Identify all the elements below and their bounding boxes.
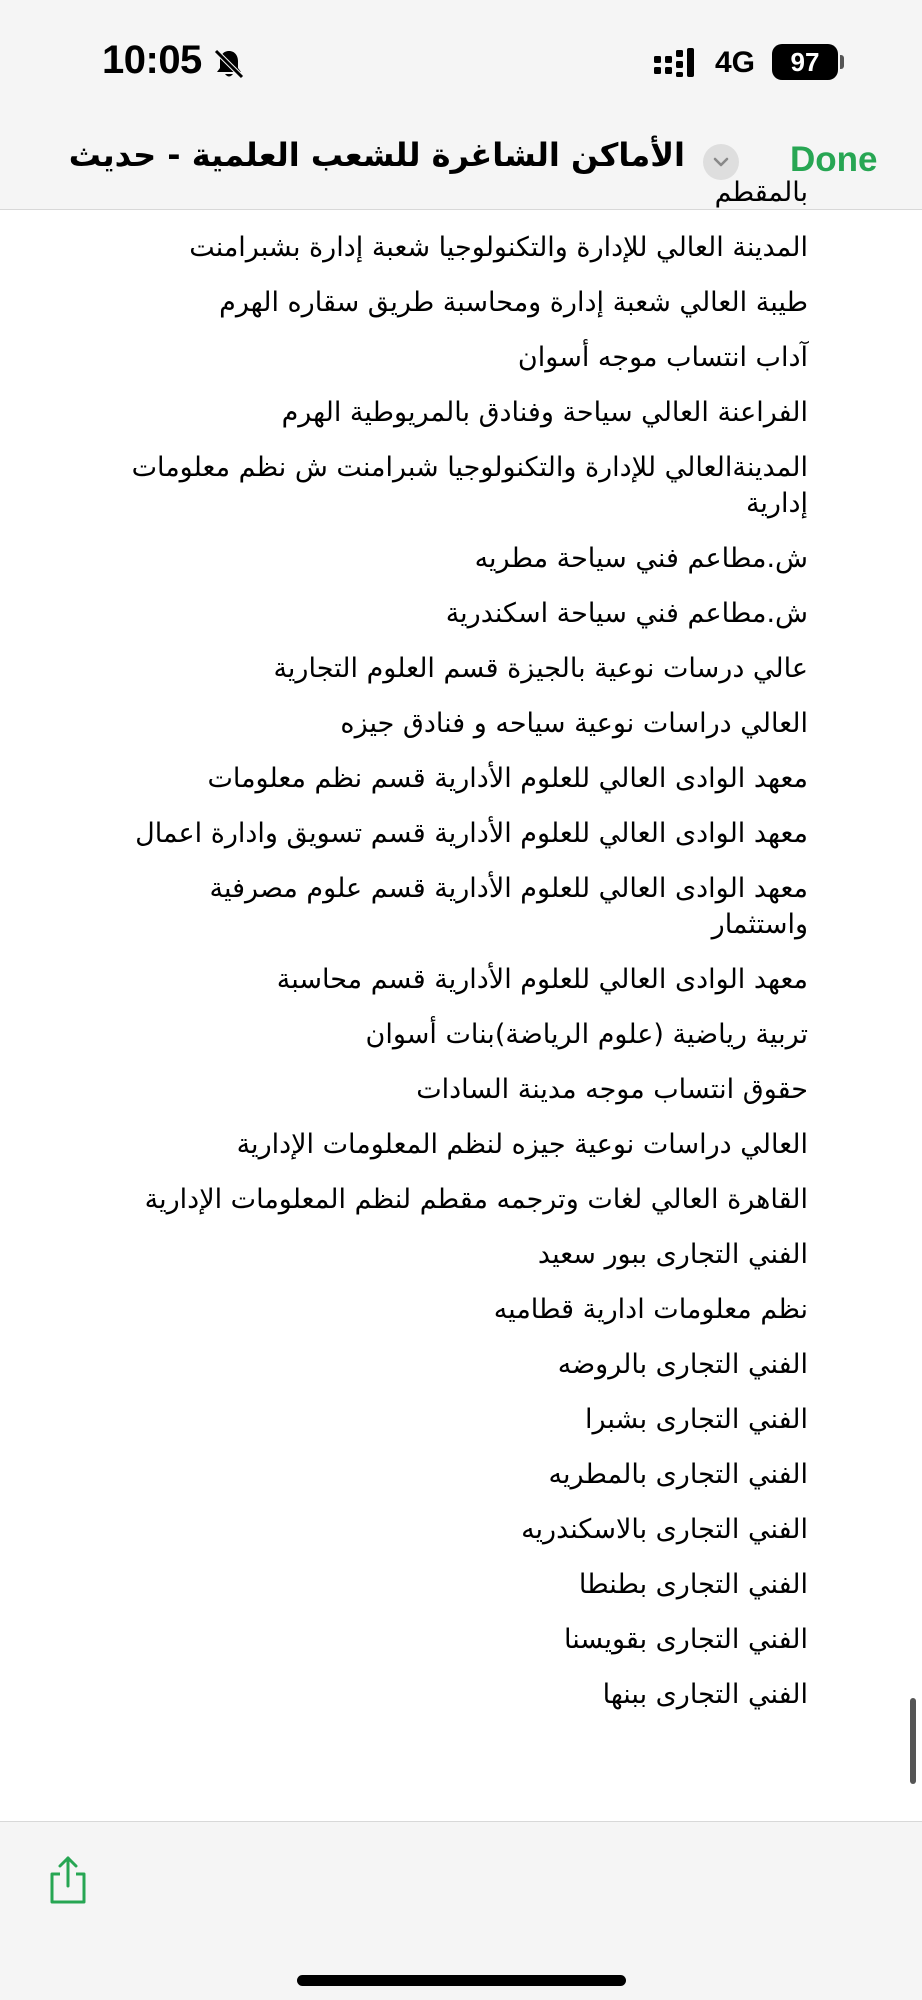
document-line: الفني التجارى بقويسنا [563,1624,808,1655]
document-line: العالي دراسات نوعية جيزه لنظم المعلومات الإدارية [236,1129,808,1160]
document-line: الفني التجارى بالروضه [557,1349,808,1380]
document-line: الفني التجارى بطنطا [578,1569,808,1600]
document-line: الفني التجارى بشبرا [584,1404,808,1435]
document-line: نظم معلومات ادارية قطاميه [493,1294,808,1325]
battery-cap [840,55,844,69]
chevron-down-icon [712,154,730,170]
document-line: الفني التجارى ببور سعيد [537,1239,808,1270]
document-line: الفني التجارى ببنها [602,1679,808,1710]
document-line: معهد الوادى العالي للعلوم الأدارية قسم نظم معلومات [207,763,808,794]
document-line: الفني التجارى بالمطريه [548,1459,808,1490]
document-line: طيبة العالي شعبة إدارة ومحاسبة طريق سقاره الهرم [219,287,808,318]
document-line: معهد الوادى العالي للعلوم الأدارية قسم محاسبة [276,964,808,995]
document-text [108,175,808,1732]
document-line: القاهرة العالي لغات وترجمه مقطم لنظم المعلومات الإدارية [144,1184,808,1215]
document-line: المدينة العالي للإدارة والتكنولوجيا شعبة إدارة بشبرامنت [189,232,808,263]
status-bar [0,0,922,110]
battery-icon: 97 [772,44,838,80]
document-line: العالي دراسات نوعية سياحه و فنادق جيزه [340,708,808,739]
document-line: الفني التجارى بالاسكندريه [521,1514,808,1545]
status-time: 10:05 [102,38,202,82]
document-line: بالمقطم [714,177,808,208]
network-type: 4G [715,46,756,79]
share-icon[interactable] [46,1854,90,1906]
document-line: تربية رياضية (علوم الرياضة)بنات أسوان [365,1019,808,1050]
done-button[interactable]: Done [790,140,878,179]
document-line: معهد الوادى العالي للعلوم الأدارية قسم تسويق وادارة اعمال [135,818,808,849]
home-indicator [297,1975,626,1986]
document-line: ش.مطاعم فني سياحة مطريه [474,543,808,574]
signal-icon [652,46,702,80]
document-title[interactable]: الأماكن الشاغرة للشعب العلمية - حديث [68,136,685,174]
scroll-indicator[interactable] [910,1698,916,1784]
bottom-toolbar [0,1821,922,2000]
document-line: عالي درسات نوعية بالجيزة قسم العلوم التجارية [273,653,808,684]
document-line: آداب انتساب موجه أسوان [517,342,808,373]
document-line: ش.مطاعم فني سياحة اسكندرية [445,598,808,629]
document-line: حقوق انتساب موجه مدينة السادات [416,1074,808,1105]
document-content[interactable] [0,177,922,1821]
document-line: معهد الوادى العالي للعلوم الأدارية قسم علوم مصرفية واستثمار [209,873,808,940]
document-line: المدينةالعالي للإدارة والتكنولوجيا شبرامنت ش نظم معلومات إدارية [131,452,808,519]
document-line: الفراعنة العالي سياحة وفنادق بالمريوطية الهرم [281,397,808,428]
bell-slash-icon [212,47,246,81]
